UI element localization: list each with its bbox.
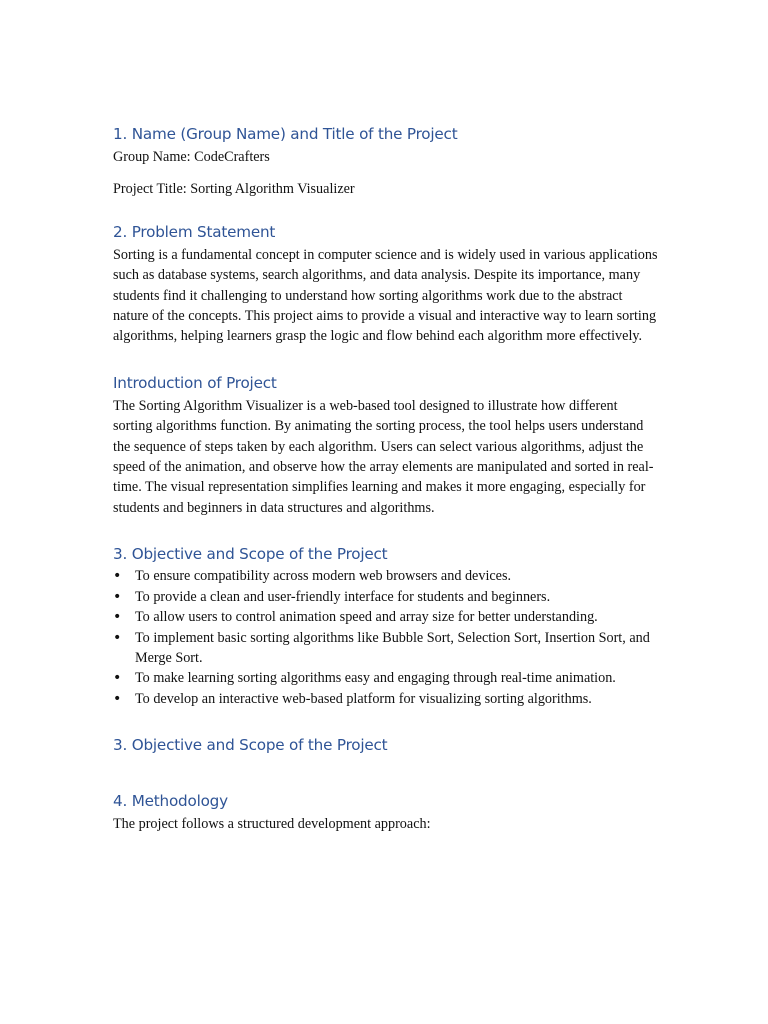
- bullet-icon: •: [113, 568, 122, 585]
- list-item: [113, 566, 658, 586]
- section-2-heading: 2. Problem Statement: [113, 222, 276, 241]
- list-item-text: To provide a clean and user-friendly interface for students and beginners.: [135, 588, 551, 605]
- list-item: [113, 587, 658, 607]
- list-item-text: To develop an interactive web-based platform for visualizing sorting algorithms.: [135, 690, 592, 707]
- list-item-text: To make learning sorting algorithms easy and engaging through real-time animation.: [135, 670, 616, 687]
- bullet-icon: •: [113, 588, 122, 605]
- introduction-paragraph: The Sorting Algorithm Visualizer is a web-based tool designed to illustrate how different sorting algorithms function. By animating the sorting process, the tool helps users understand the sequence of steps taken by each algorithm. Users can select various algorithms, adjust the speed of the animation, and observe how the array elements are manipulated and sorted in real-time. The visual representation simplifies learning and makes it more engaging, especially for students and beginners in data structures and algorithms.: [113, 397, 654, 516]
- list-item: [113, 628, 658, 669]
- bullet-icon: •: [113, 670, 122, 687]
- group-name-text: Group Name: CodeCrafters: [113, 149, 270, 165]
- list-item: [113, 668, 658, 688]
- section-4-heading: 4. Methodology: [113, 792, 228, 811]
- project-title-text: Project Title: Sorting Algorithm Visualizer: [113, 181, 355, 198]
- objectives-list: [113, 566, 658, 709]
- section-1-heading: 1. Name (Group Name) and Title of the Project: [113, 125, 458, 143]
- bullet-icon: •: [113, 690, 122, 707]
- section-3-repeat-heading: 3. Objective and Scope of the Project: [113, 736, 388, 755]
- list-item-text: To implement basic sorting algorithms like Bubble Sort, Selection Sort, Insertion Sort, and Merge Sort.: [135, 629, 650, 666]
- methodology-paragraph: The project follows a structured development approach:: [113, 816, 431, 833]
- list-item: [113, 689, 658, 709]
- bullet-icon: •: [113, 609, 122, 626]
- list-item-text: To ensure compatibility across modern web browsers and devices.: [135, 568, 512, 585]
- section-3-heading: 3. Objective and Scope of the Project: [113, 545, 388, 564]
- list-item: [113, 607, 658, 627]
- problem-statement-paragraph: Sorting is a fundamental concept in computer science and is widely used in various applications such as database systems, search algorithms, and data analysis. Despite its importance, many students find it challenging to understand how sorting algorithms work due to the abstract nature of the concepts. This project aims to provide a visual and interactive way to learn sorting algorithms, helping learners grasp the logic and flow behind each algorithm more effectively.: [113, 246, 658, 345]
- document-page: [113, 124, 658, 835]
- bullet-icon: •: [113, 629, 122, 646]
- introduction-heading: Introduction of Project: [113, 373, 277, 392]
- list-item-text: To allow users to control animation speed and array size for better understanding.: [135, 609, 598, 626]
